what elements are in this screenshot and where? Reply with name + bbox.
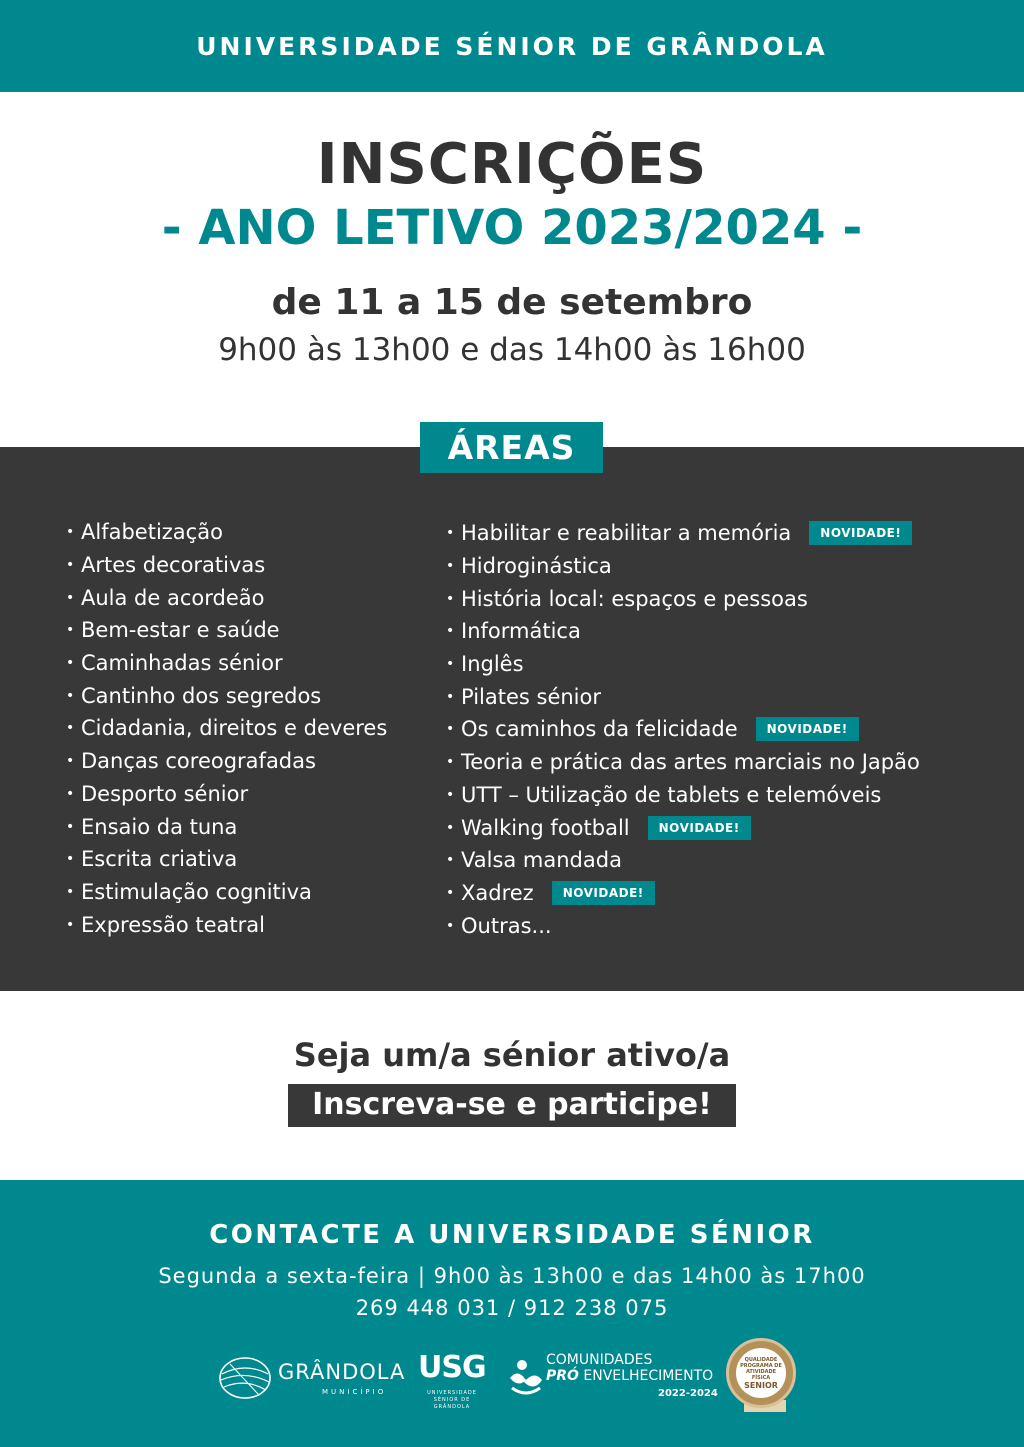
- bullet: •: [446, 623, 455, 640]
- bullet: •: [446, 754, 455, 771]
- area-label: Ensaio da tuna: [81, 814, 238, 839]
- area-item: [66, 549, 387, 582]
- leaf-hands-icon: [508, 1358, 544, 1398]
- comunidades-years: 2022-2024: [658, 1388, 718, 1399]
- area-item: [66, 679, 387, 712]
- contact-title: CONTACTE A UNIVERSIDADE SÉNIOR: [209, 1220, 815, 1250]
- bullet: •: [66, 524, 75, 541]
- grandola-logo: [218, 1356, 406, 1402]
- quality-seal: [726, 1338, 802, 1414]
- area-item: [446, 680, 920, 713]
- grandola-logo-sub: MUNICÍPIO: [322, 1388, 387, 1396]
- areas-panel: [0, 447, 1024, 991]
- area-label: Xadrez: [461, 880, 534, 905]
- area-label: Artes decorativas: [81, 553, 266, 578]
- area-label: História local: espaços e pessoas: [461, 586, 808, 611]
- seal-line3: SENIOR: [744, 1380, 778, 1390]
- bullet: •: [66, 883, 75, 900]
- area-item: [66, 581, 387, 614]
- seal-line2: ATIVIDADE FÍSICA: [745, 1368, 777, 1381]
- area-label: Os caminhos da felicidade: [461, 717, 738, 742]
- comunidades-envelhecimento: ENVELHECIMENTO: [578, 1368, 714, 1384]
- area-label: UTT – Utilização de tablets e telemóveis: [461, 782, 882, 807]
- cta-tagline: Seja um/a sénior ativo/a: [293, 1036, 731, 1074]
- school-year: - ANO LETIVO 2023/2024 -: [161, 200, 863, 256]
- usg-logo-name: USG: [418, 1350, 486, 1385]
- area-item: [66, 810, 387, 843]
- bullet: •: [446, 525, 455, 542]
- area-label: Valsa mandada: [461, 848, 622, 873]
- bullet: •: [66, 916, 75, 933]
- area-item: [446, 779, 920, 812]
- area-item: [66, 876, 387, 909]
- area-label: Danças coreografadas: [81, 749, 316, 774]
- org-name: UNIVERSIDADE SÉNIOR DE GRÂNDOLA: [196, 31, 828, 61]
- area-label: Inglês: [461, 652, 524, 677]
- page-title: INSCRIÇÕES: [316, 132, 708, 197]
- area-label: Alfabetização: [81, 520, 223, 545]
- area-item: [446, 811, 920, 844]
- bullet: •: [446, 852, 455, 869]
- usg-logo: [418, 1350, 488, 1412]
- area-item: [446, 517, 920, 550]
- area-label: Cidadania, direitos e deveres: [81, 716, 388, 741]
- area-label: Aula de acordeão: [81, 585, 265, 610]
- bullet: •: [66, 687, 75, 704]
- area-item: [446, 713, 920, 746]
- header-band: [0, 0, 1024, 92]
- registration-hours: 9h00 às 13h00 e das 14h00 às 16h00: [218, 332, 806, 368]
- seal-line1: PROGRAMA DE: [740, 1362, 782, 1369]
- bullet: •: [446, 786, 455, 803]
- area-item: [446, 582, 920, 615]
- seal-center: [736, 1348, 786, 1398]
- bullet: •: [66, 851, 75, 868]
- area-label: Bem-estar e saúde: [81, 618, 280, 643]
- area-item: [66, 908, 387, 941]
- new-badge: NOVIDADE!: [648, 816, 751, 840]
- area-label: Outras...: [461, 913, 552, 938]
- usg-logo-sub: UNIVERSIDADE SÉNIOR DE GRÂNDOLA: [427, 1390, 477, 1410]
- area-label: Caminhadas sénior: [81, 651, 283, 676]
- area-label: Pilates sénior: [461, 684, 601, 709]
- grandola-logo-name: GRÂNDOLA: [278, 1360, 406, 1384]
- bullet: •: [66, 655, 75, 672]
- registration-dates: de 11 a 15 de setembro: [271, 282, 753, 323]
- area-item: [66, 778, 387, 811]
- area-item: [446, 844, 920, 877]
- new-badge: NOVIDADE!: [809, 521, 912, 545]
- comunidades-pro: PRÓ: [546, 1368, 579, 1384]
- bullet: •: [446, 688, 455, 705]
- area-item: [66, 843, 387, 876]
- contact-phones: 269 448 031 / 912 238 075: [355, 1296, 669, 1320]
- comunidades-line1: COMUNIDADES: [546, 1352, 653, 1368]
- new-badge: NOVIDADE!: [552, 881, 655, 905]
- partner-logos: [0, 1338, 1024, 1418]
- comunidades-line2: [546, 1368, 713, 1384]
- bullet: •: [66, 753, 75, 770]
- area-label: Expressão teatral: [81, 912, 265, 937]
- area-label: Informática: [461, 619, 581, 644]
- call-to-action: [0, 1036, 1024, 1127]
- bullet: •: [66, 557, 75, 574]
- area-item: [446, 648, 920, 681]
- area-label: Walking football: [461, 815, 630, 840]
- cta-highlight: Inscreva-se e participe!: [288, 1084, 736, 1127]
- area-item: [446, 550, 920, 583]
- areas-heading: ÁREAS: [420, 422, 603, 473]
- area-item: [446, 615, 920, 648]
- bullet: •: [66, 818, 75, 835]
- bullet: •: [66, 785, 75, 802]
- area-label: Escrita criativa: [81, 847, 238, 872]
- bullet: •: [446, 721, 455, 738]
- bullet: •: [66, 589, 75, 606]
- comunidades-logo: [508, 1352, 718, 1408]
- area-item: [66, 712, 387, 745]
- area-label: Habilitar e reabilitar a memória: [461, 521, 792, 546]
- seal-ring: [726, 1338, 796, 1408]
- grandola-emblem-icon: [218, 1356, 272, 1400]
- seal-top: QUALIDADE: [744, 1356, 778, 1363]
- area-label: Teoria e prática das artes marciais no Japão: [461, 750, 920, 775]
- area-item: [446, 909, 920, 942]
- bullet: •: [446, 884, 455, 901]
- area-item: [446, 746, 920, 779]
- areas-list-right: [446, 517, 920, 942]
- area-item: [66, 647, 387, 680]
- area-label: Desporto sénior: [81, 781, 249, 806]
- bullet: •: [66, 720, 75, 737]
- area-item: [66, 745, 387, 778]
- area-label: Cantinho dos segredos: [81, 683, 322, 708]
- contact-schedule: Segunda a sexta-feira | 9h00 às 13h00 e das 14h00 às 17h00: [158, 1264, 866, 1288]
- area-item: [66, 614, 387, 647]
- footer-band: [0, 1180, 1024, 1447]
- bullet: •: [66, 622, 75, 639]
- bullet: •: [446, 917, 455, 934]
- area-item: [66, 516, 387, 549]
- bullet: •: [446, 656, 455, 673]
- area-item: [446, 877, 920, 910]
- bullet: •: [446, 558, 455, 575]
- bullet: •: [446, 819, 455, 836]
- areas-list-left: [66, 516, 387, 941]
- area-label: Hidroginástica: [461, 554, 612, 579]
- new-badge: NOVIDADE!: [756, 717, 859, 741]
- bullet: •: [446, 590, 455, 607]
- area-label: Estimulação cognitiva: [81, 879, 312, 904]
